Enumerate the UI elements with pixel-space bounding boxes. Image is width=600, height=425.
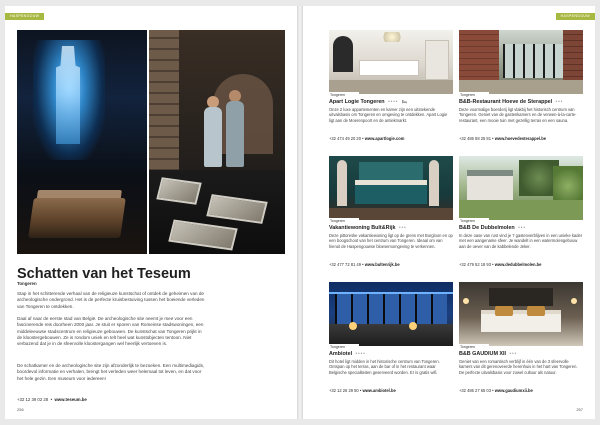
accommodation-card: Tongeren Vakantiewoning Bult&Rijk *** Deze pittoreske vakantiewoning ligt op de grens met Borgloon en op een boogschoot van het centrum van Tongeren. Ideaal om van hieruit de Haspengouwse bloesemomgeving te verkennen. +32 477 72 81 49 • www.bultenrijk.be xyxy=(329,156,453,274)
star-rating: **** xyxy=(355,351,366,356)
left-page xyxy=(5,6,297,419)
page-subtitle: Tongeren xyxy=(17,281,37,286)
phone-number: +32 477 72 81 49 xyxy=(329,262,361,267)
card-description: Dit hotel ligt midden in het historische centrum van Tongeren. Ontspan op het terras, aan de bar of in het restaurant waar Belgische specialiteiten geserveerd worden. Er is gratis wifi. xyxy=(329,359,440,375)
contact-line: +32 12 39 02 28 • www.teseum.be xyxy=(17,397,87,402)
accommodation-card: Tongeren Ambiotel **** Dit hotel ligt midden in het historische centrum van Tongeren. Ontspan op het terras, aan de bar of in het restaurant waar Belgische specialiteiten geserveerd worden. Er is gratis wifi. +32 12 26 29 50 • www.ambiotel.be xyxy=(329,282,453,400)
website-link[interactable]: www.gaudiumxii.be xyxy=(494,388,533,393)
card-photo xyxy=(329,156,453,220)
phone-number: +32 486 58 25 81 xyxy=(459,136,491,141)
paragraph: De schatkamer en de archeologische site zijn afzonderlijk te bezoeken. Een multimediagids, boordevol informatie en verhalen, brengt het verleden weer helemaal tot leven, en dat voor het hele gezin. Een museum voor iedereen! xyxy=(17,363,205,381)
card-description: Deze pittoreske vakantiewoning ligt op de grens met Borgloon en op een boogschoot van het centrum van Tongeren. Ideaal om van hieruit de Haspengouwse bloesemomgeving te verkennen. xyxy=(329,233,453,249)
museum-photo-left xyxy=(17,30,147,254)
website-link[interactable]: www.teseum.be xyxy=(54,397,87,402)
accommodation-card: Tongeren B&B GAUDIUM XII *** Geniet van een romantisch verblijf in één van de 3 sfeervolle kamers van dit gerenoveerde herenhuis in het hart van Tongeren. De perfecte uitvalsbasis voor zowel cultuur als natuur. +32 486 27 65 03 • www.gaudiumxii.be xyxy=(459,282,583,400)
star-rating: *** xyxy=(509,351,518,356)
card-title: B&B-Restaurant Hoeve de Sterappel xyxy=(459,99,553,105)
card-title: Apart Logie Tongeren xyxy=(329,99,385,105)
phone-number: +32 12 26 29 50 xyxy=(329,388,359,393)
star-rating: *** xyxy=(555,99,564,104)
visitor xyxy=(226,101,244,167)
website-link[interactable]: www.ambiotel.be xyxy=(362,388,396,393)
card-photo xyxy=(459,30,583,94)
star-rating: *** xyxy=(518,225,526,230)
card-location: Tongeren xyxy=(329,218,359,224)
section-tag: HASPENGOUW xyxy=(5,13,44,20)
card-location: Tongeren xyxy=(459,92,489,98)
card-location: Tongeren xyxy=(329,92,359,98)
page-number: 257 xyxy=(576,407,583,412)
card-photo xyxy=(329,282,453,346)
card-location: Tongeren xyxy=(329,344,359,350)
card-description: Onze 2 luxe appartementen en kamer zijn een uitstekende uitvalsbasis om Tongeren en omgeving te ontdekken. Apart Logie ligt aan de Moerenpoort en de antiekmarkt. xyxy=(329,107,448,123)
accommodation-card: Tongeren B&B De Dubbelmolen *** In deze oase van rust vind je 7 gastenverblijven in een unieke kader met een aangename sfeer. Je wandelt in een watermolengebouw aan de oever van de kabbelende Jeker. +32 479 52 18 93 • www.dedubbelmolen.be xyxy=(459,156,583,274)
stone-tomb xyxy=(28,198,126,238)
accommodation-card: Tongeren Apart Logie Tongeren **** 🛏 Onze 2 luxe appartementen en kamer zijn een uitstekende uitvalsbasis om Tongeren en omgeving te ontdekken. Apart Logie ligt aan de Moerenpoort en de antiekmarkt. +32 474 49 20 20 • www.apartlogie.com xyxy=(329,30,453,148)
website-link[interactable]: www.hoevedesterappel.be xyxy=(494,136,546,141)
page-title: Schatten van het Teseum xyxy=(17,266,191,282)
website-link[interactable]: www.dedubbelmolen.be xyxy=(494,262,542,267)
card-location: Tongeren xyxy=(459,218,489,224)
paragraph: Daal af naar de eerste stad van België. De archeologische site neemt je mee voor een fascinerende reis doorheen 2000 jaar. Je stuit er sporen van Romeinse stadswoningen, een middeleeuwse stadscentrum en religieuze gebouwen. De kunstschat van Tongeren prijkt in de kloostergebouwen. Ze is rondom uniek en telt heel wat kunstobjecten tentoon. Niet verbazend dat je in de sfeervolle kloostergangen wel heerlijk vertoeven is. xyxy=(17,316,204,347)
card-description: In deze oase van rust vind je 7 gastenverblijven in een unieke kader met een aangename sfeer. Je wandelt in een watermolengebouw aan de oever van de kabbelende Jeker. xyxy=(459,233,583,249)
phone-number: +32 479 52 18 93 xyxy=(459,262,491,267)
card-title: Vakantiewoning Bult&Rijk xyxy=(329,225,396,231)
visitor xyxy=(204,107,222,167)
card-title: B&B De Dubbelmolen xyxy=(459,225,515,231)
star-rating: **** xyxy=(388,99,399,104)
bed-icon: 🛏 xyxy=(401,99,408,104)
card-photo xyxy=(329,30,453,94)
website-link[interactable]: www.bultenrijk.be xyxy=(364,262,400,267)
phone-number: +32 12 39 02 28 xyxy=(17,397,49,402)
star-rating: *** xyxy=(399,225,407,230)
card-description: Geniet van een romantisch verblijf in één van de 3 sfeervolle kamers van dit gerenoveerde herenhuis in het hart van Tongeren. De perfecte uitvalsbasis voor zowel cultuur als natuur. xyxy=(459,359,578,375)
card-title: B&B GAUDIUM XII xyxy=(459,351,507,357)
card-description: Deze voormalige boerderij ligt vlakbij het historisch centrum van Tongeren. Geniet van de gastenkamers en de verwen-à-la-carte-restaurant, een mooie tuin met gezellig terras en een sauna. xyxy=(459,107,577,123)
page-number: 256 xyxy=(17,407,24,412)
accommodation-card: Tongeren B&B-Restaurant Hoeve de Sterappel *** Deze voormalige boerderij ligt vlakbij het historisch centrum van Tongeren. Geniet van de gastenkamers en de verwen-à-la-carte-restaurant, een mooie tuin met gezellig terras en een sauna. +32 486 58 25 81 • www.hoevedesterappel.be xyxy=(459,30,583,148)
section-tag: HASPENGOUW xyxy=(556,13,595,20)
museum-photo-right xyxy=(149,30,285,254)
paragraph: Stap in het schitterende verhaal van de religieuze kunstschat of ontdek de geheimen van de archeologische ondergrond. Het is de perfecte kruisbestuiving tussen het boeiende verleden van Tongeren te ontdekken. xyxy=(17,291,205,309)
phone-number: +32 486 27 65 03 xyxy=(459,388,491,393)
website-link[interactable]: www.apartlogie.com xyxy=(364,136,405,141)
card-photo xyxy=(459,282,583,346)
card-photo xyxy=(459,156,583,220)
card-location: Tongeren xyxy=(459,344,489,350)
phone-number: +32 474 49 20 20 xyxy=(329,136,361,141)
card-title: Ambiotel xyxy=(329,351,353,357)
right-page xyxy=(303,6,595,419)
